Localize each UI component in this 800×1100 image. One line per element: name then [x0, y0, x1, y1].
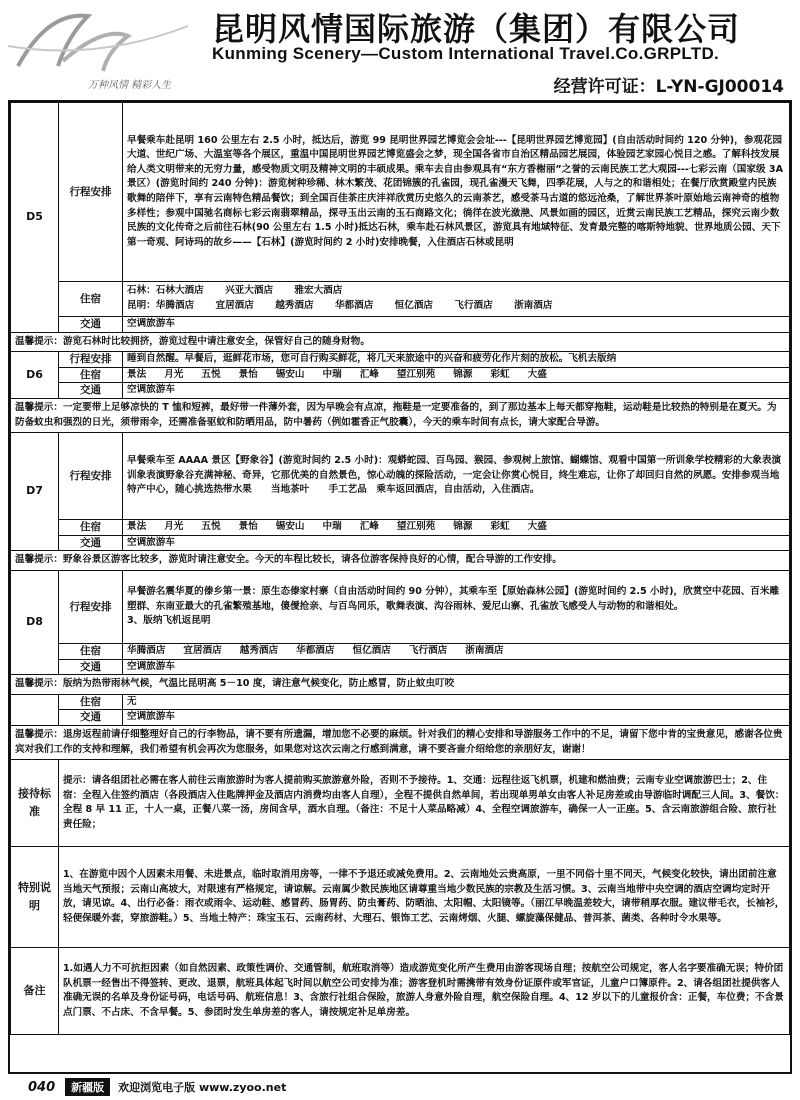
note-label-special: 特别说明 [11, 847, 59, 948]
hotel-name: 浙南酒店 [465, 644, 504, 656]
tip-row [11, 725, 790, 759]
hotel-name: 越秀酒店 [275, 300, 314, 311]
tip-row [11, 551, 790, 571]
d6-itinerary-text: 睡到自然醒。早餐后，逛鲜花市场，您可自行购买鲜花，将几天来旅途中的兴奋和疲劳化作片刻的放松。飞机去版纳 [123, 352, 790, 368]
hotel-name: 雅宏大酒店 [294, 285, 343, 297]
hotel-name: 兴亚大酒店 [225, 285, 274, 297]
day-label-d6: D6 [11, 352, 59, 399]
d8-itinerary-flight: 3、版纳飞机返昆明 [127, 615, 211, 627]
note-text-standard: 提示：请各组团社必需在客人前往云南旅游时为客人提前购买旅游意外险，否则不予接待。1、交通：远程往返飞机票，机建和燃油费；云南专业空调旅游巴士；2、住宿：全程入住签约酒店（各段酒店入住匙牌押金及酒店内消费均由客人自理），全程不提供自然单间，若出现单男单女由客人补足房差或由导游临时调配三人间。3、餐饮：全程 8 早 11 正，十人一桌，正餐八菜一汤，房间含早，酒水自理。（备注：不足十人菜品略减）4、全程空调旅游车，确保一人一正座。5、含云南旅游组合险、旅行社责任险； [59, 760, 790, 847]
hotel-name: 宜居酒店 [215, 300, 254, 311]
day-label-d8: D8 [11, 570, 59, 674]
hotel-name: 汇峰 [359, 368, 379, 380]
lodging-label: 住宿 [59, 282, 123, 317]
hotel-name: 景怡 [238, 521, 258, 533]
hotel-name: 飞行酒店 [454, 300, 493, 311]
itinerary-label: 行程安排 [59, 570, 123, 643]
hotel-name: 景怡 [238, 368, 258, 380]
d5-transport-text: 空调旅游车 [123, 317, 790, 333]
hotel-name: 汇峰 [359, 521, 379, 533]
note-text-remarks: 1.如遇人力不可抗拒因素（如自然因素、政策性调价、交通管制，航班取消等）造成游览变化所产生费用由游客现场自理；按航空公司规定，客人名字要准确无误；特价团队机票一经售出不得签转、更改、退票，航班具体起飞时间以航空公司安排为准；游客登机时需携带有效身份证原件或军官证，儿童户口簿原件。2、请各组团社提供客人准确无误的名单及身份证号码，电话号码、航班信息！3、含旅行社组合保险，旅游人身意外险自理，航空保险自理。4、12 岁以下的儿童报价含：正餐，车位费；不含景点门票、不占床、不含早餐。5、参团时发生单房差的客人，请按规定补足单房差。 [59, 948, 790, 1035]
lodging-label: 住宿 [59, 694, 123, 710]
d5-transport-row [11, 317, 790, 333]
d6-tip: 温馨提示：一定要带上足够凉快的 T 恤和短裤，最好带一件薄外套，因为早晚会有点凉，拖鞋是一定要准备的，到了那边基本上每天都穿拖鞋，运动鞋是比较热的特别是在夏天。为防备蚊虫和强烈的日光，须带雨伞，还需准备驱蚊和防晒用品，防中暑药（例如霍香正气胶囊），今天的乘车时间有点长，请大家配合导游。 [11, 398, 790, 432]
hotel-name: 月光 [164, 521, 184, 533]
d7-lodging-row [11, 520, 790, 536]
d9-transport-row [11, 710, 790, 726]
d8-itinerary-row [11, 570, 790, 643]
d6-transport-row [11, 383, 790, 399]
lodging-label: 住宿 [59, 643, 123, 659]
d6-transport-text: 空调旅游车 [123, 383, 790, 399]
hotel-name: 锦源 [453, 521, 473, 533]
transport-label: 交通 [59, 383, 123, 399]
d8-tip: 温馨提示：版纳为热带雨林气候，气温比昆明高 5－10 度，请注意气候变化，防止感冒，防止蚊虫叮咬 [11, 675, 790, 695]
transport-label: 交通 [59, 710, 123, 726]
day-label-d7: D7 [11, 433, 59, 551]
hotel-name: 彩虹 [490, 368, 510, 380]
tip-row [11, 332, 790, 352]
note-text-special: 1、在游览中因个人因素未用餐、未进景点，临时取消用房等，一律不予退还或减免费用。2、云南地处云贵高原，一里不同俗十里不同天，气候变化较快，请出团前注意当地天气预报；云南山高坡大，对限速有严格规定，请谅解。云南属少数民族地区请尊重当地少数民族的宗教及生活习惯。3、云南当地带中央空调的酒店空调均定时开放，请见谅。4、出行必备：雨衣或雨伞、运动鞋、感冒药、肠胃药、防虫膏药、防晒油、太阳帽、太阳镜等。（丽江早晚温差较大，请带稍厚衣服。建议带毛衣，长袖衫，轻便保暖外套，穿旅游鞋。）5、当地土特产：珠宝玉石、云南药材、大理石、银饰工艺、云南烤烟、火腿、螺旋藻保健品、普洱茶、菌类、各种时令水果等。 [59, 847, 790, 948]
hotel-name: 景法 [127, 368, 147, 380]
note-row-special [11, 847, 790, 948]
d7-itinerary-text: 早餐乘车至 AAAA 景区【野象谷】(游览时间约 2.5 小时)：观蟒蛇园、百鸟园、猴园、参观树上旅馆、蝴蝶馆、观看中国第一所训象学校精彩的大象表演训象表演野象谷充满神秘、奇异，它那优美的自然景色，惊心动魄的探险活动，一定会让你赏心悦目，终生难忘，让你了却回归自然的夙愿。安排参观当地特产中心，随心挑选热带水果 当地茶叶 手工艺品 乘车返回酒店，自由活动，入住酒店。 [123, 433, 790, 520]
hotel-name: 恒亿酒店 [352, 644, 391, 656]
edition-badge: 新疆版 [65, 1078, 110, 1096]
note-row-remarks [11, 948, 790, 1035]
tip-row [11, 398, 790, 432]
page-footer [8, 1078, 792, 1096]
company-name-cn: 昆明风情国际旅游（集团）有限公司 [212, 10, 741, 48]
d6-lodging-row [11, 367, 790, 383]
d9-tip: 温馨提示：退房返程前请仔细整理好自己的行李物品，请不要有所遗漏，增加您不必要的麻烦。针对我们的精心安排和导游服务工作中的不足，请留下您中肯的宝贵意见，感谢各位贵宾对我们工作的支持和理解，我们希望有机会再次为您服务，如果您对这次云南之行感到满意，请不要吝啬介绍给您的亲朋好友，谢谢！ [11, 725, 790, 759]
hotel-name: 中瑞 [322, 368, 342, 380]
hotel-name: 华腾酒店 [127, 644, 166, 656]
d7-itinerary-row [11, 433, 790, 520]
hotel-name: 望江别苑 [396, 521, 436, 533]
hotel-name: 大盛 [527, 521, 547, 533]
hotel-name: 华都酒店 [296, 644, 335, 656]
logo-graphic [8, 6, 198, 76]
d7-transport-text: 空调旅游车 [123, 535, 790, 551]
hotel-name: 越秀酒店 [239, 644, 279, 656]
d6-itinerary-row [11, 352, 790, 368]
hotel-name: 锦源 [453, 368, 473, 380]
itinerary-label: 行程安排 [59, 103, 123, 282]
itinerary-label: 行程安排 [59, 433, 123, 520]
tip-row [11, 675, 790, 695]
d5-itinerary-text: 早餐乘车赴昆明 160 公里左右 2.5 小时，抵达后，游览 99 昆明世界园艺博览会会址---【昆明世界园艺博览园】(自由活动时间约 120 分钟)，参观花园大道、世纪广场、大温室等各个展区，重温中国昆明世界园艺博览盛会之梦，现全国各省市自治区精品园艺展园，体验园艺家园心悦目之感。了解科技发展给人类文明带来的无穷力量，感受物质文明及精神文明的丰硕成果。乘车去自由参观具有“东方香榭丽”之誉的云南民族工艺大观园---七彩云南（国家级 3A 景区）(游览时间约 240 分钟)：游览树种珍稀、林木繁茂、花团锦簇的孔雀园，现孔雀漫天飞舞，四季花展，人与之的和谐相处；在餐厅欣赏殿堂内民族歌舞的陪伴下，享有云南特色精品餐饮；到全国百佳茶庄庆沣祥欣赏历史悠久的云南茶艺，感受茶马古道的悠远沧桑，了解世界茶叶原始地云南神奇的植物多样性；参观中国驰名商标七彩云南翡翠精品，探寻玉出云南的玉石商路文化；徜徉在波光潋滟、风景如画的园区，近赏云南民族工艺精品，探究云南少数民族的文化传奇之后前往石林(90 公里左右 1.5 小时)抵达石林，乘车赴石林风景区，游览具有地域特征、发育最完整的喀斯特地貌、世界地质公园、天下第一奇观、阿诗玛的故乡——【石林】(游览时间约 2 小时)安排晚餐，入住酒店石林或昆明 [123, 103, 790, 282]
hotel-name: 华都酒店 [334, 300, 374, 311]
company-logo [8, 6, 198, 94]
business-license: 经营许可证：L-YN-GJ00014 [553, 77, 784, 97]
hotel-name: 月光 [164, 368, 184, 380]
page-number: 040 [28, 1079, 56, 1095]
d8-lodging-row [11, 643, 790, 659]
hotel-name: 望江别苑 [396, 368, 436, 380]
hotel-name: 飞行酒店 [408, 644, 448, 656]
d5-lodging-row [11, 282, 790, 317]
note-row-standard [11, 760, 790, 847]
transport-label: 交通 [59, 659, 123, 675]
day-label-empty [11, 694, 59, 725]
note-label-standard: 接待标准 [11, 760, 59, 847]
hotel-name: 锡安山 [275, 368, 305, 380]
d9-lodging-text: 无 [123, 694, 790, 710]
footer-text: 欢迎浏览电子版 www.zyoo.net [118, 1081, 287, 1094]
company-name-en: Kunming Scenery—Custom International Travel.Co.GRPLTD. [212, 44, 720, 63]
hotel-name: 大盛 [527, 368, 547, 380]
d8-itinerary-cell [123, 570, 790, 643]
hotel-name: 五悦 [201, 521, 221, 533]
d8-itinerary-text: 早餐游名震华夏的傣乡第一景：原生态傣家村寨（自由活动时间约 90 分钟），其乘车至【原始森林公园】(游览时间约 2.5 小时)，欣赏空中花园、百米雕塑群、东南亚最大的孔雀繁殖基地，傻僾抢亲、与百鸟同乐，歌舞表演、沟谷雨林、爱尼山寨、孔雀放飞感受人与动物的和谐相处。 [127, 586, 780, 612]
d8-transport-text: 空调旅游车 [123, 659, 790, 675]
d7-lodging-list [123, 520, 790, 536]
logo-slogan: 万种风情 精彩人生 [88, 80, 172, 91]
transport-label: 交通 [59, 535, 123, 551]
d7-transport-row [11, 535, 790, 551]
d5-lodging-list [123, 282, 790, 317]
itinerary-label: 行程安排 [59, 352, 123, 368]
hotel-name: 石林：石林大酒店 [127, 285, 204, 297]
d7-tip: 温馨提示：野象谷景区游客比较多，游览时请注意安全。今天的车程比较长，请各位游客保持良好的心情，配合导游的工作安排。 [11, 551, 790, 571]
d5-itinerary-row [11, 103, 790, 282]
d9-transport-text: 空调旅游车 [123, 710, 790, 726]
hotel-name: 昆明：华腾酒店 [127, 300, 195, 311]
d6-lodging-list [123, 367, 790, 383]
transport-label: 交通 [59, 317, 123, 333]
hotel-name: 中瑞 [322, 521, 342, 533]
d8-lodging-list [123, 643, 790, 659]
hotel-name: 宜居酒店 [183, 644, 222, 656]
d8-transport-row [11, 659, 790, 675]
hotel-name: 浙南酒店 [514, 300, 553, 311]
d9-lodging-row [11, 694, 790, 710]
lodging-label: 住宿 [59, 367, 123, 383]
hotel-name: 恒亿酒店 [394, 300, 434, 311]
page-header [0, 0, 800, 100]
lodging-label: 住宿 [59, 520, 123, 536]
hotel-name: 锡安山 [275, 521, 305, 533]
day-label-d5: D5 [11, 103, 59, 333]
hotel-name: 彩虹 [490, 521, 510, 533]
d5-tip: 温馨提示：游览石林时比较拥挤，游览过程中请注意安全，保管好自己的随身财物。 [11, 332, 790, 352]
itinerary-table [8, 100, 792, 1074]
note-label-remarks: 备注 [11, 948, 59, 1035]
hotel-name: 五悦 [201, 368, 221, 380]
hotel-name: 景法 [127, 521, 147, 533]
